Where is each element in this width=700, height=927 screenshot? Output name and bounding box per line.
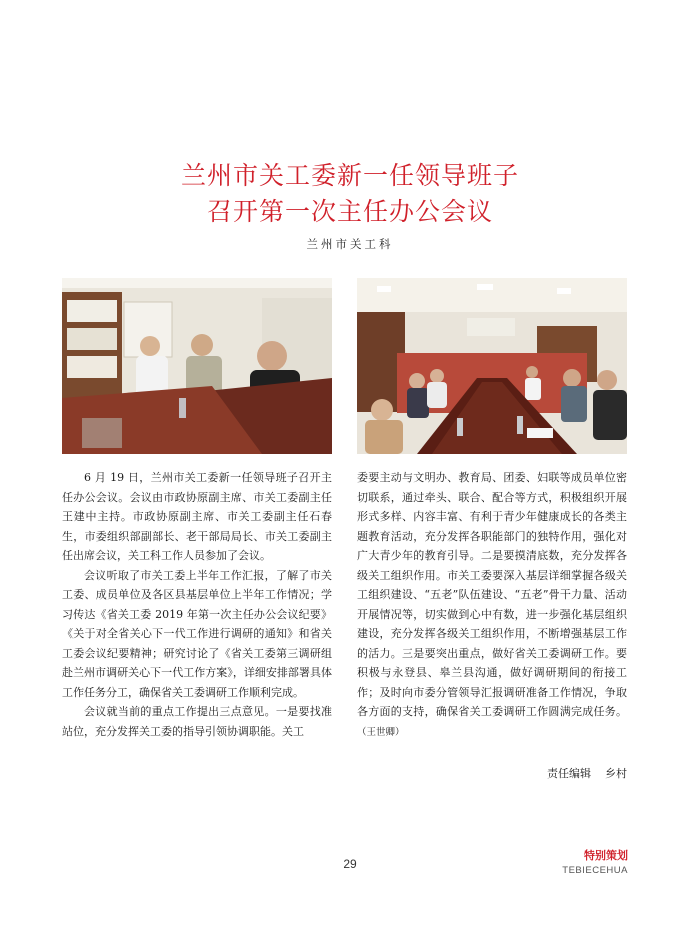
body-paragraph-continued	[357, 468, 627, 742]
meeting-photo-left	[62, 278, 332, 454]
body-paragraph-text: 委要主动与文明办、教育局、团委、妇联等成员单位密切联系，通过牵头、联合、配合等方式，积极组织开展形式多样、内容丰富、有利于青少年健康成长的各类主题教育活动，充分发挥各职能部门的独特作用，强化对广大青少年的教育引导。二是要摸清底数，充分发挥各级关工组织作用。市关工委要深入基层详细掌握各级关工组织建设、“五老”队伍建设、“五老”骨干力量、活动开展情况等，切实做到心中有数，进一步强化基层组织建设，充分发挥各级关工组织作用，不断增强基层工作的活力。三是要突出重点，做好省关工委调研工作。要积极与永登县、皋兰县沟通，做好调研期间的衔接工作；及时向市委分管领导汇报调研准备工作情况，争取各方面的支持，确保省关工委调研工作圆满完成任务。	[357, 471, 627, 718]
article-body-right-column	[357, 468, 627, 742]
body-paragraph: 会议就当前的重点工作提出三点意见。一是要找准站位，充分发挥关工委的指导引领协调职能。关工	[62, 705, 332, 738]
section-label-cn: 特别策划	[584, 850, 628, 862]
body-paragraph: 会议听取了市关工委上半年工作汇报，了解了市关工委、成员单位及各区县基层单位上半年工作情况；学习传达《省关工委 2019 年第一次主任办公会议纪要》《关于对全省关心下一代工作进行调研的通知》和省关工委会议纪要精神；研究讨论了《省关工委第三调研组赴兰州市调研关心下一代工作方案》，详细安排部署具体工作任务分工，确保省关工委调研工作顺利完成。	[62, 568, 332, 699]
editor-label: 责任编辑	[547, 767, 591, 780]
page-number: 29	[343, 857, 357, 871]
editor-name: 乡村	[605, 767, 627, 780]
article-body-left-column	[62, 468, 332, 741]
article-title-line1: 兰州市关工委新一任领导班子	[180, 161, 519, 190]
article-signature: （王世卿）	[357, 726, 405, 738]
body-paragraph: 6 月 19 日，兰州市关工委新一任领导班子召开主任办公会议。会议由市政协原副主席、市关工委副主任王建中主持。市政协原副主席、市关工委副主任石春生，市委组织部副部长、老干部局局长、市关工委副主任出席会议，关工科工作人员参加了会议。	[62, 471, 332, 562]
section-label	[562, 847, 628, 876]
section-label-en: TEBIECEHUA	[562, 865, 628, 876]
responsible-editor	[357, 765, 627, 781]
meeting-photo-right	[357, 278, 627, 454]
article-author: 兰州市关工科	[306, 237, 394, 251]
article-title-line2: 召开第一次主任办公会议	[206, 197, 493, 226]
